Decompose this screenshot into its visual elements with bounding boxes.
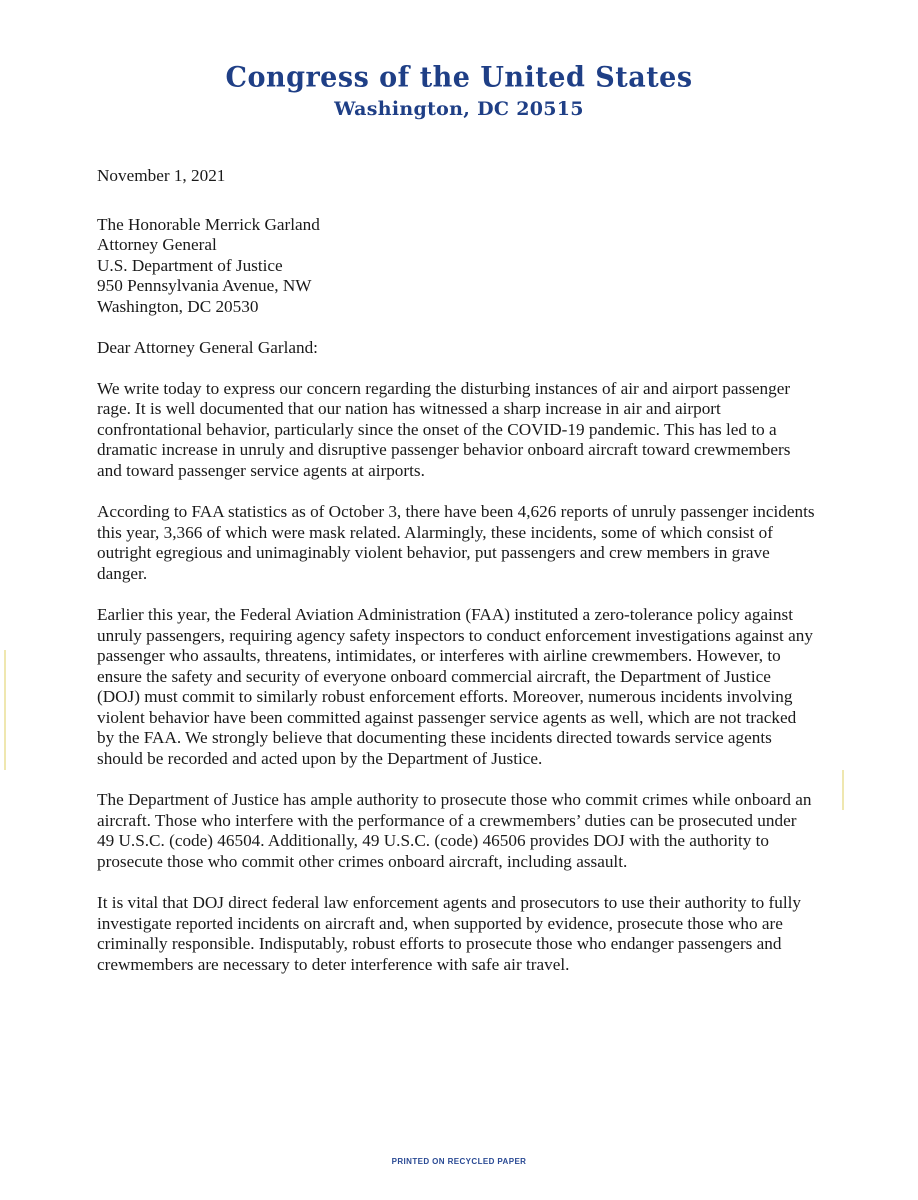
recipient-department: U.S. Department of Justice (97, 255, 283, 275)
paragraph-4: The Department of Justice has ample authority to prosecute those who commit crimes while onboard an aircraft. Those who interfere with the performance of a crewmembers’ duties can be prosecuted under 49 U.S.C. (code) 46504. Additionally, 49 U.S.C. (code) 46506 provides DOJ with the authority to prosecute those who commit other crimes onboard aircraft, including assault. (97, 790, 812, 871)
letterhead-title: Congress of the United States (225, 61, 693, 94)
paragraph-1: We write today to express our concern regarding the disturbing instances of air and airport passenger rage. It is well documented that our nation has witnessed a sharp increase in air and airport confrontational behavior, particularly since the onset of the COVID-19 pandemic. This has led to a dramatic increase in unruly and disruptive passenger behavior onboard aircraft toward crewmembers and toward passenger service agents at airports. (97, 378, 791, 480)
letterhead-address: Washington, DC 20515 (334, 98, 584, 120)
recipient-address-block (97, 215, 817, 318)
paragraph-2: According to FAA statistics as of October 3, there have been 4,626 reports of unruly passenger incidents this year, 3,366 of which were mask related. Alarmingly, these incidents, some of which consist of outright egregious and unimaginably violent behavior, put passengers and crew members in grave danger. (97, 502, 815, 583)
recipient-city: Washington, DC 20530 (97, 296, 259, 316)
paragraph-5: It is vital that DOJ direct federal law enforcement agents and prosecutors to use their authority to fully investigate reported incidents on aircraft and, when supported by evidence, prosecute those who are criminally responsible. Indisputably, robust efforts to prosecute those who endanger passengers and crewmembers are necessary to deter interference with safe air travel. (97, 893, 801, 974)
scan-edge-mark-right (842, 770, 844, 810)
letter-body (97, 166, 817, 975)
recipient-title: Attorney General (97, 235, 217, 254)
paragraph-3: Earlier this year, the Federal Aviation Administration (FAA) instituted a zero-tolerance policy against unruly passengers, requiring agency safety inspectors to conduct enforcement investigations against any passenger who assaults, threatens, intimidates, or interferes with airline crewmembers. However, to ensure the safety and security of everyone onboard commercial aircraft, the Department of Justice (DOJ) must commit to similarly robust enforcement efforts. Moreover, numerous incidents involving violent behavior have been committed against passenger service agents as well, which are not tracked by the FAA. We strongly believe that documenting these incidents directed towards service agents should be recorded and acted upon by the Department of Justice. (97, 605, 813, 768)
letterhead (0, 62, 918, 121)
recycled-paper-footer: PRINTED ON RECYCLED PAPER (391, 1157, 527, 1166)
letter-date: November 1, 2021 (97, 166, 226, 185)
salutation: Dear Attorney General Garland: (97, 338, 318, 357)
scan-edge-mark-left (4, 650, 6, 770)
recipient-name: The Honorable Merrick Garland (97, 214, 320, 234)
recipient-street: 950 Pennsylvania Avenue, NW (97, 276, 312, 295)
